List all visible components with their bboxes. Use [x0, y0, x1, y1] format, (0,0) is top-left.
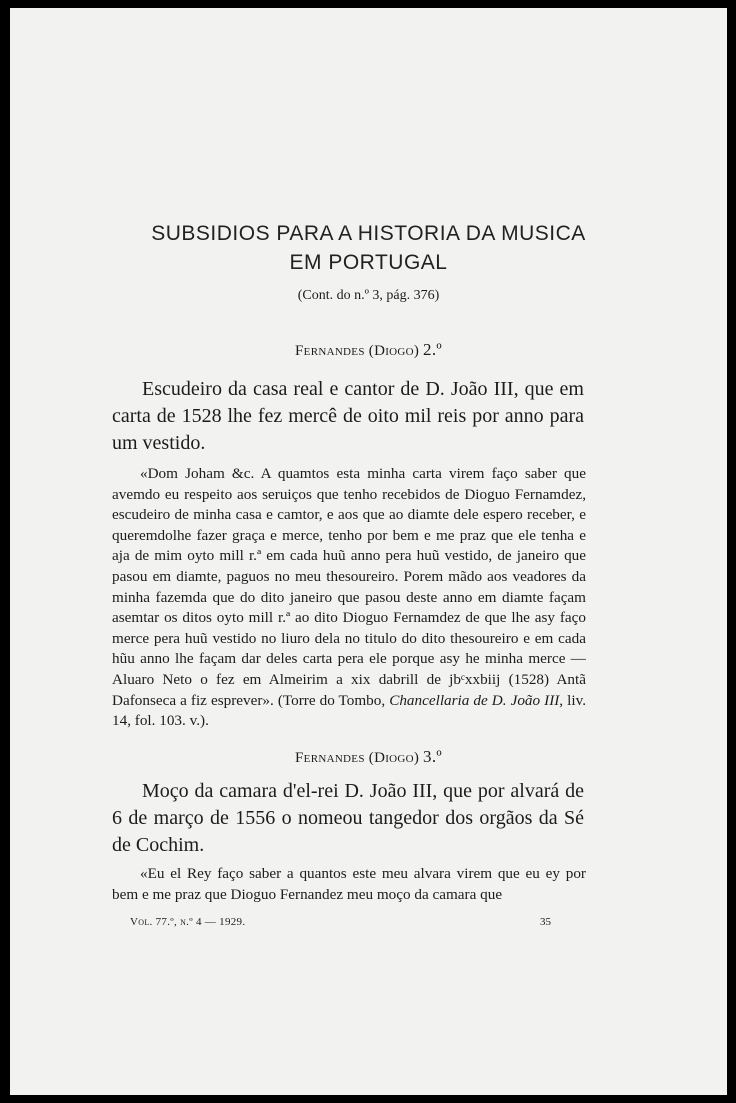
article-title-line-2: EM PORTUGAL — [289, 251, 448, 274]
entry-heading — [10, 340, 727, 360]
entry-heading-ordinal: 2.º — [423, 340, 442, 359]
document-transcription: «Eu el Rey faço saber a quantos este meu alvara virem que eu ey por bem e me praz que Dioguo Fernandez meu moço da camara que — [112, 865, 586, 903]
article-title-line-1: SUBSIDIOS PARA A HISTORIA DA MUSICA — [151, 222, 586, 245]
entry-heading-name: Fernandes (Diogo) — [295, 343, 420, 359]
entry-heading-ordinal: 3.º — [423, 747, 442, 766]
volume-info: Vol. 77.º, n.º 4 — 1929. — [130, 916, 246, 928]
entry-heading-name: Fernandes (Diogo) — [295, 750, 420, 766]
entry-heading — [10, 747, 727, 767]
entry-summary: Escudeiro da casa real e cantor de D. João III, que em carta de 1528 lhe fez mercê de oito mil reis por anno para um vestido. — [112, 378, 584, 454]
document-page — [10, 8, 727, 1095]
entry-summary: Moço da camara d'el-rei D. João III, que por alvará de 6 de março de 1556 o nomeou tangedor dos orgãos da Sé de Cochim. — [112, 780, 584, 856]
transcription-text: «Dom Joham &c. A quamtos esta minha carta virem faço saber que avemdo eu respeito aos seruiços que tenho recebidos de Dioguo Fernamdez, escudeiro de minha casa e camtor, e aos que ao diamte dele espero receber, e queremdolhe fazer graça e merce, tenho por bem e me praz que ele tenha e aja de mim oyto mill r.ª em cada huũ anno pera huũ vestido, de janeiro que pasou em diamte, paguos no meu thesoureiro. Porem mãdo aos veadores da minha fazemda que do dito janeiro que pasou deste anno em diamte façam asemtar os ditos oyto mill r.ª ao dito Dioguo Fernamdez de que lhe asy faço merce pera huũ vestido no liuro dela no titulo do dito thesoureiro e em cada hũu anno lhe façam dar deles carta pera ele porque asy he minha merce — Aluaro Neto o fez em Almeirim a xix dabrill de jbᶜxxbiij (1528) Antã Dafonseca a fiz esprever». (Torre do Tombo, — [112, 465, 586, 709]
document-transcription — [112, 464, 586, 732]
source-reference: liv. 14, fol. 103. v.). — [112, 691, 586, 730]
source-title: Chancellaria de D. João III, — [389, 691, 564, 709]
page-number: 35 — [540, 916, 551, 928]
continuation-note: (Cont. do n.º 3, pág. 376) — [297, 288, 440, 303]
volume-footer — [130, 916, 245, 928]
